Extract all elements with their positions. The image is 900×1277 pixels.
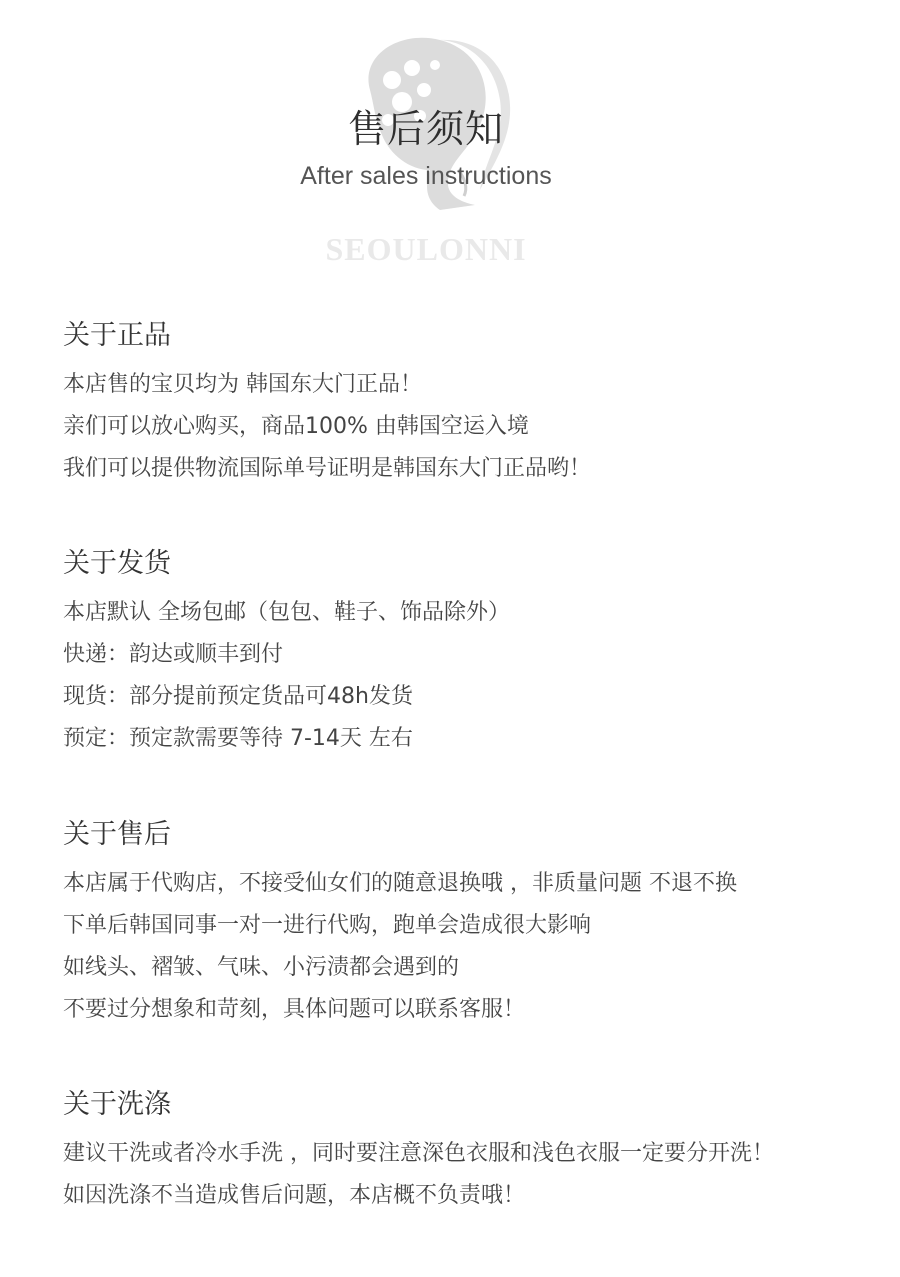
section-lines (63, 364, 863, 490)
section-line: 快递：韵达或顺丰到付 (63, 642, 284, 667)
section-lines (63, 1133, 863, 1217)
section-line: 不要过分想象和苛刻，具体问题可以联系客服！ (63, 997, 526, 1022)
section-line: 本店属于代购店，不接受仙女们的随意退换哦 ，非质量问题 不退不换 (63, 871, 737, 896)
section-line: 现货：部分提前预定货品可48h发货 (63, 684, 413, 709)
section-line: 如因洗涤不当造成售后问题，本店概不负责哦！ (63, 1183, 526, 1208)
section-lines (63, 592, 863, 760)
section-title: 关于发货 (63, 548, 171, 579)
section-line: 本店默认 全场包邮（包包、鞋子、饰品除外） (63, 600, 510, 625)
section-after-sales (63, 815, 863, 1031)
section-title: 关于洗涤 (63, 1089, 171, 1120)
page-subtitle: After sales instructions (300, 162, 552, 190)
section-shipping (63, 544, 863, 760)
section-authenticity (63, 316, 863, 490)
page-title: 售后须知 (347, 107, 504, 151)
section-line: 预定：预定款需要等待 7-14天 左右 (63, 726, 413, 751)
section-lines (63, 863, 863, 1031)
section-line: 亲们可以放心购买，商品100% 由韩国空运入境 (63, 414, 529, 439)
page-header (0, 0, 900, 290)
section-line: 本店售的宝贝均为 韩国东大门正品！ (63, 372, 422, 397)
section-title: 关于正品 (63, 320, 171, 351)
section-line: 我们可以提供物流国际单号证明是韩国东大门正品哟！ (63, 456, 592, 481)
section-line: 如线头、褶皱、气味、小污渍都会遇到的 (63, 955, 460, 980)
section-washing (63, 1085, 863, 1217)
brand-watermark: SEOULONNI (325, 231, 527, 267)
section-line: 建议干洗或者冷水手洗 ，同时要注意深色衣服和浅色衣服一定要分开洗！ (63, 1141, 774, 1166)
section-line: 下单后韩国同事一对一进行代购，跑单会造成很大影响 (63, 913, 592, 938)
section-title: 关于售后 (63, 819, 171, 850)
